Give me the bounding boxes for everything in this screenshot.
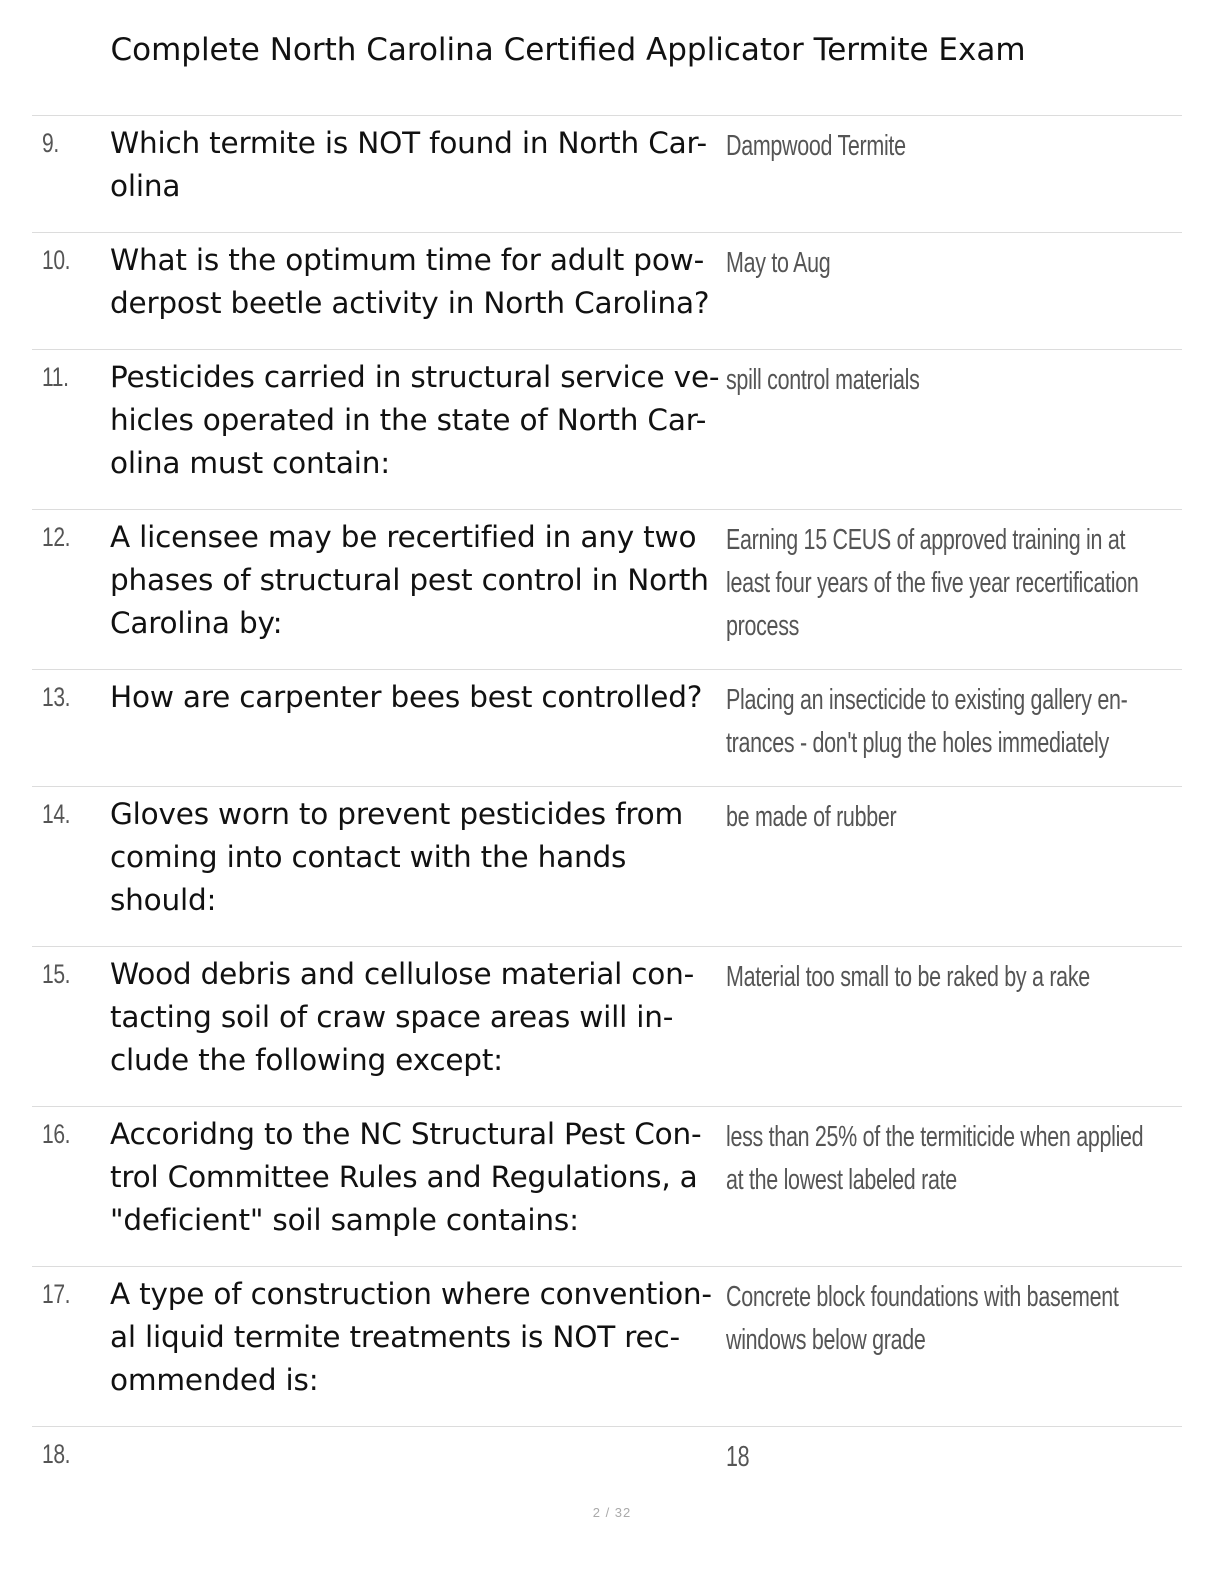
flashcard-row [32, 669, 1182, 786]
question-text: Accoridng to the NC Structural Pest Con- trol Committee Rules and Regulations, a "deficient" soil sample contains: [110, 1117, 702, 1237]
question-text: Gloves worn to prevent pesticides from coming into contact with the hands should: [110, 797, 684, 917]
item-number: 9. [42, 128, 59, 158]
item-number: 10. [42, 245, 71, 275]
flashcard-row [32, 115, 1182, 232]
flashcard-row [32, 509, 1182, 669]
document-title: Complete North Carolina Certified Applicator Termite Exam [110, 32, 1026, 68]
answer-text: Placing an insecticide to existing gallery en- trances - don't plug the holes immediately [726, 684, 1128, 759]
item-number: 11. [42, 362, 69, 392]
answer-text: be made of rubber [726, 801, 897, 833]
question-text: A type of construction where convention- al liquid termite treatments is NOT rec- ommended is: [110, 1277, 712, 1397]
flashcard-row [32, 232, 1182, 349]
answer-text: Earning 15 CEUS of approved training in at least four years of the five year recertification process [726, 524, 1139, 642]
answer-text: Material too small to be raked by a rake [726, 961, 1090, 993]
item-number: 18. [42, 1439, 71, 1469]
answer-text: Dampwood Termite [726, 130, 906, 162]
question-text: Wood debris and cellulose material con- tacting soil of craw space areas will in- clude the following except: [110, 957, 695, 1077]
flashcard-row [32, 1266, 1182, 1426]
question-text: Pesticides carried in structural service ve- hicles operated in the state of North Car- olina must contain: [110, 360, 720, 480]
item-number: 13. [42, 682, 71, 712]
flashcard-row [32, 1106, 1182, 1266]
flashcard-list [32, 115, 1182, 1501]
item-number: 17. [42, 1279, 71, 1309]
item-number: 12. [42, 522, 71, 552]
question-text: What is the optimum time for adult pow- derpost beetle activity in North Carolina? [110, 243, 710, 320]
answer-text: Concrete block foundations with basement windows below grade [726, 1281, 1119, 1356]
flashcard-row [32, 1426, 1182, 1501]
flashcard-row [32, 349, 1182, 509]
answer-text: less than 25% of the termiticide when applied at the lowest labeled rate [726, 1121, 1144, 1196]
page-counter: 2 / 32 [592, 1505, 632, 1520]
question-text: Which termite is NOT found in North Car- olina [110, 126, 707, 203]
item-number: 14. [42, 799, 71, 829]
question-text: A licensee may be recertified in any two phases of structural pest control in North Carolina by: [110, 520, 709, 640]
question-text: How are carpenter bees best controlled? [110, 680, 703, 714]
item-number: 15. [42, 959, 71, 989]
answer-text: 18 [726, 1441, 750, 1473]
item-number: 16. [42, 1119, 71, 1149]
flashcard-row [32, 946, 1182, 1106]
answer-text: spill control materials [726, 364, 920, 396]
flashcard-row [32, 786, 1182, 946]
answer-text: May to Aug [726, 247, 831, 279]
